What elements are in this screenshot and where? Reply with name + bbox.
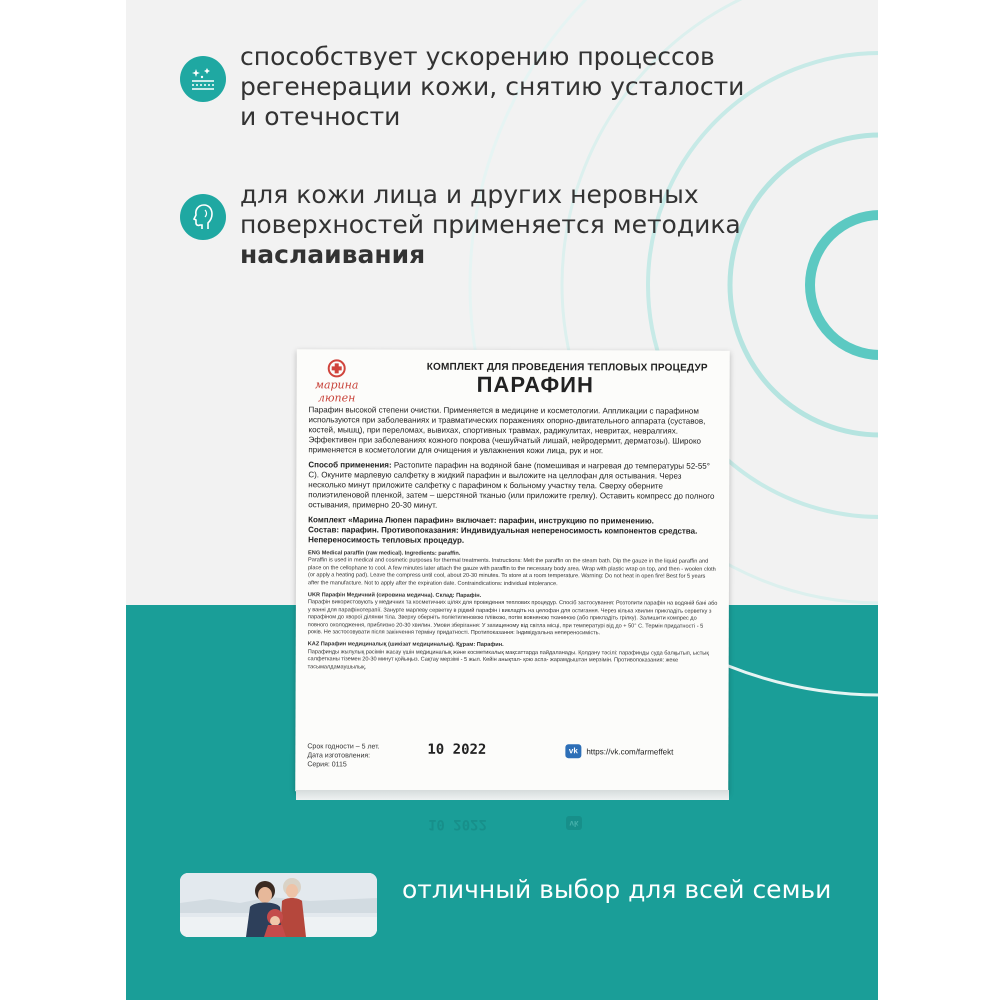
family-photo xyxy=(180,873,377,937)
method-label: Способ применения: xyxy=(308,460,392,470)
reflection-vk-icon: vk xyxy=(566,816,582,830)
kit-contents: Комплект «Марина Люпен парафин» включает: парафин, инструкцию по применению. xyxy=(308,515,654,526)
feature-regeneration xyxy=(180,42,760,132)
box-reflection xyxy=(296,800,729,840)
feature-text-2-bold: наслаивания xyxy=(240,240,426,269)
feature-text-1: способствует ускорению процессов регенерации кожи, снятию усталости и отечности xyxy=(240,42,745,131)
vk-link xyxy=(565,744,673,758)
ukr-text: Парафін використовують у медичних та косметичних цілях для проведення теплових процедур. Спосіб застосування: Розтопити парафін на водяній бані або у ванні для парафінотерапії. Занурте марлеву серветку в рідкий парафін і викладіть на целофан для остигання. Через кілька хвилин прикладіть серветку з парафіном до хворої ділянки тіла. Зверху оберніть поліетиленовою плівкою, потім вовняною тканиною (або прикладіть грілку). Залишити компрес до повного охолодження, приблизно 20-30 хвилин. Умови зберігання: У захищеному від світла місці, при температурі від до + 50° С. Термін придатності - 5 років. Не застосовувати після закінчення терміну придатності. Протипоказання: Індивідуальна непереносимість. xyxy=(307,599,718,637)
sparkle-skin-icon xyxy=(180,56,226,102)
feature-text-2: для кожи лица и других неровных поверхностей применяется методика xyxy=(240,180,741,239)
box-instructions xyxy=(308,405,719,678)
product-box xyxy=(295,349,730,793)
reflection-batch-date: 10 2022 xyxy=(428,816,488,832)
reflection-vk xyxy=(566,816,582,830)
medical-cross-icon xyxy=(328,359,346,377)
box-bottom-edge xyxy=(296,790,729,800)
feature-face-layering xyxy=(180,180,760,270)
brand-name-line1: марина xyxy=(314,378,359,392)
kaz-text: Парафинды жылулық рәсімін жасау үшін медициналық және косметикалық мақсаттарда пайдаланады. Қолдану тәсілі: парафинды суда балқытып, ыстық салфетканы тіземен 20-30 минут қойыңыз. Сақтау мерзімі - 5 жыл. Кейін анықтал- қою аспа- жарамдыштан мерзімін. Противопоказания: жеке тасымалдамаушылық. xyxy=(307,649,709,671)
description-text: Парафин высокой степени очистки. Применяется в медицине и косметологии. xyxy=(308,405,601,416)
kit-title: КОМПЛЕКТ ДЛЯ ПРОВЕДЕНИЯ ТЕПЛОВЫХ ПРОЦЕДУР xyxy=(426,361,708,374)
vk-icon: vk xyxy=(565,744,581,758)
tagline xyxy=(402,874,831,905)
vk-url: https://vk.com/farmeffekt xyxy=(586,746,674,757)
feature-text-face xyxy=(240,180,760,270)
expiry-label: Срок годности – 5 лет. xyxy=(307,743,380,751)
cosmetology-text: Широко применяется в косметологии для очищения и увлажнения кожи лица, рук и ног. xyxy=(308,436,702,456)
applications-text: Аппликации с парафином используются при заболеваниях и травматических поражениях опорно-двигательного аппарата (суставов, костей, мышц), при переломах, вывихах, спортивных травмах, радикулитах, невритах, невралгиях. Эффективен при заболеваниях кожного покрова (чешуйчатый лишай, нейродермит, дерматозы). xyxy=(308,406,706,446)
dates-block xyxy=(307,742,379,769)
box-footer xyxy=(307,737,717,778)
batch-date: 10 2022 xyxy=(427,741,487,758)
feature-text-regeneration xyxy=(240,42,760,132)
manufacture-label: Дата изготовления: xyxy=(307,752,371,760)
method-text: Растопите парафин на водяной бане (помешивая и нагревая до температуры 52-55° С). Окуните марлевую салфетку в жидкий парафин и выложите на целлофан для остывания. Через несколько минут приложите салфетку с парафином к больному участку тела. Сверху оберните полиэтиленовой пленкой, затем – шерстяной тканью (или приложите грелку). Оставить компресс до полного остывания, примерно 20-30 минут. xyxy=(308,460,715,510)
composition-text: Состав: парафин. Противопоказания: Индивидуальная непереносимость компонентов средства. Непереносимость тепловых процедур. xyxy=(308,525,698,545)
eng-text: Paraffin is used in medical and cosmetic purposes for thermal treatments. Instructions: Melt the paraffin on the steam bath. Dip the gauze in the liquid paraffin and place on the cellophane to cool. A few minutes later attach the gauze with paraffin to the necessary body area. Wrap with plastic wrap on top, and then - woolen cloth (or apply a heating pad). Leave the compress until cool, about 20-30 minutes. To store at a room temperature. Warning: Do not heat in open fire! Best for 5 years after the manufacture. Not to apply after the expiration date. Contraindications: individual intolerance. xyxy=(307,557,716,587)
product-title: ПАРАФИН xyxy=(476,371,594,398)
eng-title: ENG Medical paraffin (raw medical). Ingredients: paraffin. xyxy=(308,550,461,557)
face-profile-icon xyxy=(180,194,226,240)
brand-logo xyxy=(307,359,367,403)
series-label: Серия: 0115 xyxy=(307,761,347,769)
ukr-title: UKR Парафін Медичний (сировина медична). Склад: Парафін. xyxy=(307,592,482,599)
tagline-text: отличный выбор для всей семьи xyxy=(402,875,832,904)
kaz-title: KAZ Парафин медициналық (шикізат медициналық). Құрам: Парафин. xyxy=(307,641,504,649)
brand-name-line2: люпен xyxy=(317,391,356,405)
